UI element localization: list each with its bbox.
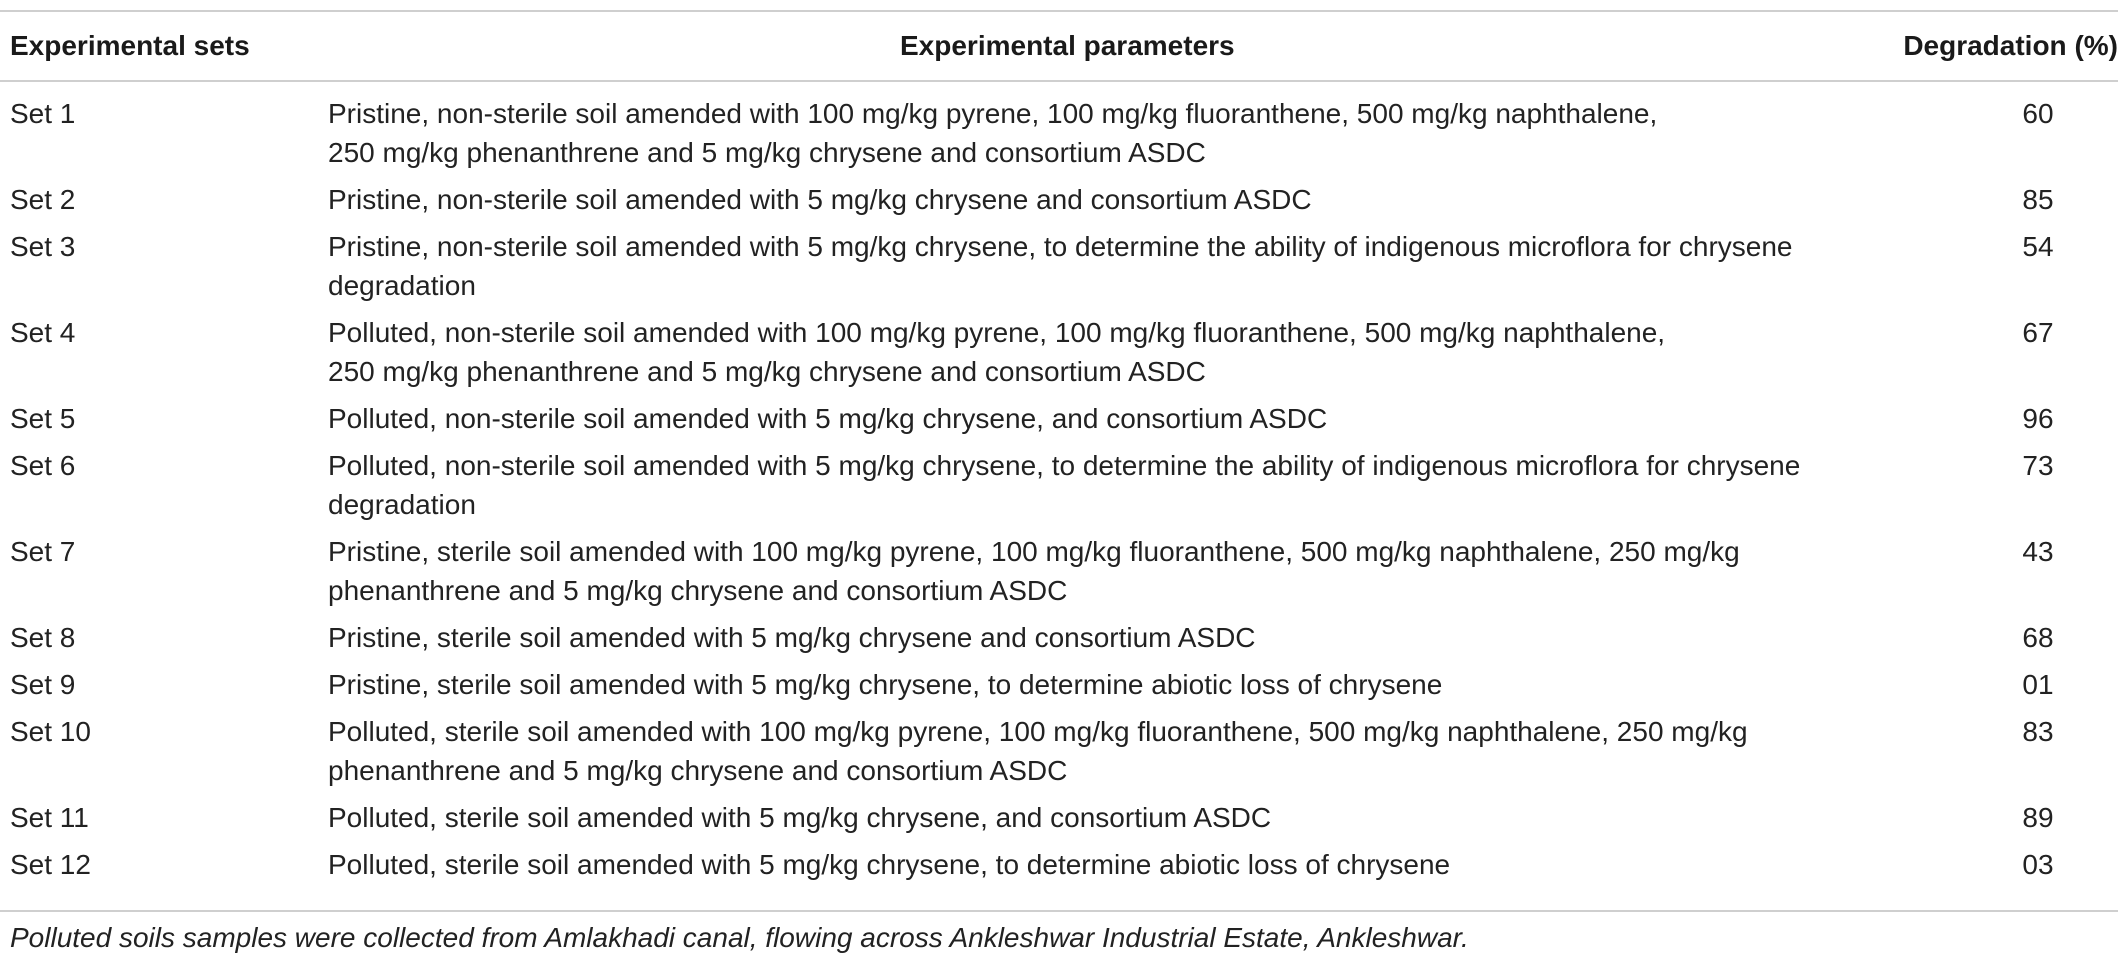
cell-degradation: 85 bbox=[2022, 184, 2054, 215]
cell-experimental-parameters: Polluted, sterile soil amended with 5 mg/kg chrysene, and consortium ASDC bbox=[328, 802, 1272, 833]
cell-experimental-parameters: Pristine, sterile soil amended with 100 mg/kg pyrene, 100 mg/kg fluoranthene, 500 mg/kg naphthalene, 250 mg/kg phenanthrene and 5 mg/kg chrysene and consortium ASDC bbox=[328, 536, 1740, 606]
cell-experimental-parameters: Polluted, sterile soil amended with 5 mg/kg chrysene, to determine abiotic loss of chrysene bbox=[328, 849, 1451, 880]
cell-degradation: 54 bbox=[2022, 231, 2054, 262]
cell-experimental-parameters: Pristine, sterile soil amended with 5 mg/kg chrysene, to determine abiotic loss of chrysene bbox=[328, 669, 1443, 700]
header-degradation: Degradation (%) bbox=[1903, 30, 2118, 61]
table-row bbox=[0, 665, 2118, 712]
table-row bbox=[0, 845, 2118, 892]
cell-degradation: 03 bbox=[2022, 849, 2054, 880]
cell-experimental-parameters: Pristine, sterile soil amended with 5 mg/kg chrysene and consortium ASDC bbox=[328, 622, 1256, 653]
cell-degradation: 67 bbox=[2022, 317, 2054, 348]
table-row bbox=[0, 618, 2118, 665]
table-row bbox=[0, 313, 2118, 399]
cell-experimental-parameters: Pristine, non-sterile soil amended with 5 mg/kg chrysene, to determine the ability of indigenous microflora for chrysene degradation bbox=[328, 231, 1793, 301]
cell-experimental-parameters: Pristine, non-sterile soil amended with 5 mg/kg chrysene and consortium ASDC bbox=[328, 184, 1312, 215]
cell-degradation: 60 bbox=[2022, 98, 2054, 129]
cell-experimental-set: Set 7 bbox=[10, 536, 76, 567]
table-row bbox=[0, 798, 2118, 845]
cell-experimental-set: Set 9 bbox=[10, 669, 76, 700]
cell-experimental-set: Set 2 bbox=[10, 184, 76, 215]
top-rule bbox=[0, 10, 2118, 12]
cell-degradation: 01 bbox=[2022, 669, 2054, 700]
cell-experimental-set: Set 4 bbox=[10, 317, 76, 348]
cell-experimental-set: Set 10 bbox=[10, 716, 91, 747]
cell-degradation: 89 bbox=[2022, 802, 2054, 833]
table-row bbox=[0, 446, 2118, 532]
table-row bbox=[0, 532, 2118, 618]
cell-experimental-set: Set 3 bbox=[10, 231, 76, 262]
table-body bbox=[0, 94, 2118, 892]
cell-experimental-parameters: Polluted, non-sterile soil amended with 5 mg/kg chrysene, and consortium ASDC bbox=[328, 403, 1328, 434]
cell-experimental-set: Set 6 bbox=[10, 450, 76, 481]
cell-experimental-parameters: Polluted, non-sterile soil amended with 5 mg/kg chrysene, to determine the ability of indigenous microflora for chrysene degradation bbox=[328, 450, 1801, 520]
table-row bbox=[0, 227, 2118, 313]
cell-experimental-parameters: Polluted, sterile soil amended with 100 mg/kg pyrene, 100 mg/kg fluoranthene, 500 mg/kg naphthalene, 250 mg/kg phenanthrene and 5 mg/kg chrysene and consortium ASDC bbox=[328, 716, 1748, 786]
header-rule bbox=[0, 80, 2118, 82]
cell-degradation: 68 bbox=[2022, 622, 2054, 653]
cell-experimental-parameters: Pristine, non-sterile soil amended with 100 mg/kg pyrene, 100 mg/kg fluoranthene, 500 mg/kg naphthalene, 250 mg/kg phenanthrene and 5 mg/kg chrysene and consortium ASDC bbox=[328, 98, 1658, 168]
cell-experimental-set: Set 1 bbox=[10, 98, 76, 129]
cell-experimental-set: Set 8 bbox=[10, 622, 76, 653]
table-row bbox=[0, 712, 2118, 798]
cell-degradation: 43 bbox=[2022, 536, 2054, 567]
table-row bbox=[0, 94, 2118, 180]
table-row bbox=[0, 180, 2118, 227]
cell-degradation: 83 bbox=[2022, 716, 2054, 747]
header-experimental-parameters: Experimental parameters bbox=[900, 30, 1235, 61]
cell-degradation: 73 bbox=[2022, 450, 2054, 481]
cell-experimental-parameters: Polluted, non-sterile soil amended with 100 mg/kg pyrene, 100 mg/kg fluoranthene, 500 mg/kg naphthalene, 250 mg/kg phenanthrene and 5 mg/kg chrysene and consortium ASDC bbox=[328, 317, 1666, 387]
cell-experimental-set: Set 5 bbox=[10, 403, 76, 434]
data-table bbox=[0, 94, 2118, 892]
header-experimental-sets: Experimental sets bbox=[10, 30, 250, 61]
table-row bbox=[0, 399, 2118, 446]
cell-degradation: 96 bbox=[2022, 403, 2054, 434]
cell-experimental-set: Set 11 bbox=[10, 802, 89, 833]
cell-experimental-set: Set 12 bbox=[10, 849, 91, 880]
bottom-rule bbox=[0, 910, 2118, 912]
table-footnote: Polluted soils samples were collected from Amlakhadi canal, flowing across Ankleshwar Industrial Estate, Ankleshwar. bbox=[10, 922, 1469, 953]
